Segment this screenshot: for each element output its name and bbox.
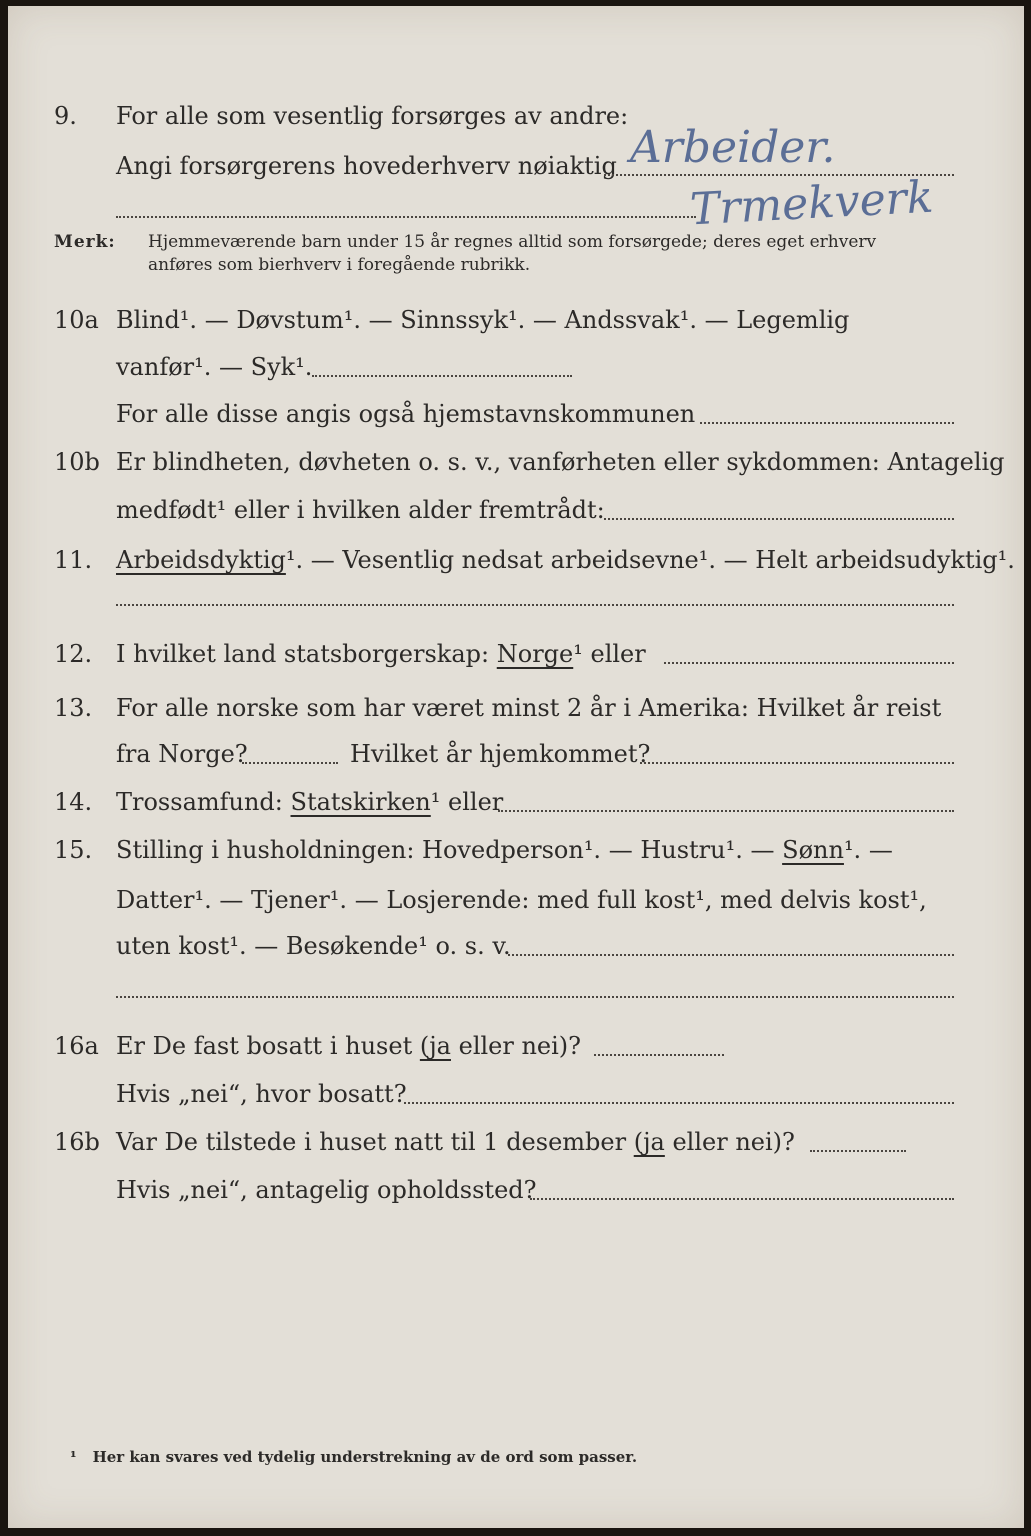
item-number: 16a bbox=[54, 1032, 99, 1060]
item-text: Er blindheten, døvheten o. s. v., vanførheten eller sykdommen: Antagelig bbox=[116, 448, 1005, 476]
answer-dotted-line bbox=[664, 662, 954, 664]
answer-dotted-line bbox=[810, 1150, 906, 1152]
item-16a-line-2 bbox=[0, 1074, 1031, 1114]
answer-dotted-line bbox=[116, 216, 696, 218]
item-16a-line-1 bbox=[0, 1026, 1031, 1066]
underlined-answer: Arbeidsdyktig bbox=[116, 546, 286, 574]
handwritten-answer-1: Arbeider. bbox=[630, 122, 836, 173]
item-text: uten kost¹. — Besøkende¹ o. s. v. bbox=[116, 932, 511, 960]
item-text: For alle disse angis også hjemstavnskommunen bbox=[116, 400, 696, 428]
item-text: ¹ eller bbox=[430, 788, 504, 816]
item-13-line-2 bbox=[0, 734, 1031, 774]
footnote-mark: ¹ bbox=[70, 1448, 77, 1466]
item-text: Var De tilstede i huset natt til 1 desember bbox=[116, 1128, 627, 1156]
item-text: Hvis „nei“, antagelig opholdssted? bbox=[116, 1176, 537, 1204]
item-text-wrap bbox=[116, 1026, 581, 1066]
underlined-answer: Norge bbox=[496, 640, 574, 668]
item-10a-line-3 bbox=[0, 394, 1031, 434]
underlined-answer: (ja bbox=[419, 1032, 451, 1060]
item-10b-line-1 bbox=[0, 442, 1031, 482]
item-text: ¹ eller bbox=[573, 640, 646, 668]
merk-note-line-2 bbox=[0, 254, 1031, 294]
item-number: 10a bbox=[54, 306, 99, 334]
item-11-line bbox=[0, 540, 1031, 580]
item-9-line-1 bbox=[0, 96, 1031, 136]
item-text-wrap bbox=[116, 782, 503, 822]
item-text-wrap bbox=[116, 830, 893, 870]
item-15-line-2 bbox=[0, 880, 1031, 920]
item-text-wrap bbox=[116, 1122, 795, 1162]
answer-dotted-line bbox=[312, 375, 572, 377]
item-number: 11. bbox=[54, 546, 93, 574]
item-text: Stilling i husholdningen: Hovedperson¹. — Hustru¹. — bbox=[116, 836, 775, 864]
merk-label: Merk: bbox=[54, 232, 116, 252]
item-text: eller nei)? bbox=[664, 1128, 795, 1156]
item-text-wrap bbox=[116, 540, 1015, 580]
item-text: fra Norge? bbox=[116, 740, 248, 768]
answer-dotted-line bbox=[640, 762, 954, 764]
answer-dotted-line bbox=[508, 954, 954, 956]
item-text: For alle som vesentlig forsørges av andre: bbox=[116, 102, 629, 130]
item-text: medfødt¹ eller i hvilken alder fremtrådt: bbox=[116, 496, 605, 524]
footnote bbox=[70, 1448, 637, 1466]
item-text: Angi forsørgerens hovederhverv nøiaktig bbox=[116, 152, 617, 180]
item-number: 16b bbox=[54, 1128, 100, 1156]
item-number: 12. bbox=[54, 640, 93, 668]
item-number: 9. bbox=[54, 102, 77, 130]
answer-dotted-line bbox=[116, 604, 954, 606]
item-text: I hvilket land statsborgerskap: bbox=[116, 640, 490, 668]
item-number: 10b bbox=[54, 448, 100, 476]
answer-dotted-line bbox=[116, 996, 954, 998]
item-15-line-3 bbox=[0, 926, 1031, 966]
item-15-line-1 bbox=[0, 830, 1031, 870]
item-text: Datter¹. — Tjener¹. — Losjerende: med full kost¹, med delvis kost¹, bbox=[116, 886, 927, 914]
item-text-wrap bbox=[116, 634, 646, 674]
item-16b-line-2 bbox=[0, 1170, 1031, 1210]
item-number: 13. bbox=[54, 694, 93, 722]
item-text: Er De fast bosatt i huset bbox=[116, 1032, 413, 1060]
underlined-answer: Statskirken bbox=[290, 788, 431, 816]
item-10a-line-1 bbox=[0, 300, 1031, 340]
item-text: vanfør¹. — Syk¹. bbox=[116, 353, 313, 381]
footnote-text: Her kan svares ved tydelig understrekning av de ord som passer. bbox=[92, 1448, 638, 1466]
answer-dotted-line bbox=[530, 1198, 954, 1200]
item-12-line bbox=[0, 634, 1031, 674]
item-14-line bbox=[0, 782, 1031, 822]
answer-dotted-line bbox=[404, 1102, 954, 1104]
answer-dotted-line bbox=[498, 810, 954, 812]
item-10b-line-2 bbox=[0, 490, 1031, 530]
merk-text: anføres som bierhverv i foregående rubrikk. bbox=[148, 255, 531, 275]
item-text: ¹. — Vesentlig nedsat arbeidsevne¹. — Helt arbeidsudyktig¹. bbox=[285, 546, 1015, 574]
item-number: 15. bbox=[54, 836, 93, 864]
answer-dotted-line bbox=[700, 422, 954, 424]
answer-dotted-line bbox=[594, 1054, 724, 1056]
item-text: eller nei)? bbox=[450, 1032, 582, 1060]
answer-dotted-line bbox=[604, 518, 954, 520]
item-text: Hvilket år hjemkommet? bbox=[350, 740, 651, 768]
item-10a-line-2 bbox=[0, 347, 1031, 387]
answer-dotted-line bbox=[242, 762, 338, 764]
item-number: 14. bbox=[54, 788, 93, 816]
item-16b-line-1 bbox=[0, 1122, 1031, 1162]
handwritten-answer-2: Trmekverk bbox=[688, 171, 935, 236]
item-text: Hvis „nei“, hvor bosatt? bbox=[116, 1080, 407, 1108]
item-text: For alle norske som har været minst 2 år i Amerika: Hvilket år reist bbox=[116, 694, 942, 722]
item-13-line-1 bbox=[0, 688, 1031, 728]
item-text: ¹. — bbox=[843, 836, 893, 864]
underlined-answer: Sønn bbox=[782, 836, 844, 864]
merk-text: Hjemmeværende barn under 15 år regnes alltid som forsørgede; deres eget erhverv bbox=[148, 232, 877, 252]
underlined-answer: (ja bbox=[633, 1128, 665, 1156]
item-text: Trossamfund: bbox=[116, 788, 283, 816]
item-text: Blind¹. — Døvstum¹. — Sinnssyk¹. — Andssvak¹. — Legemlig bbox=[116, 306, 850, 334]
